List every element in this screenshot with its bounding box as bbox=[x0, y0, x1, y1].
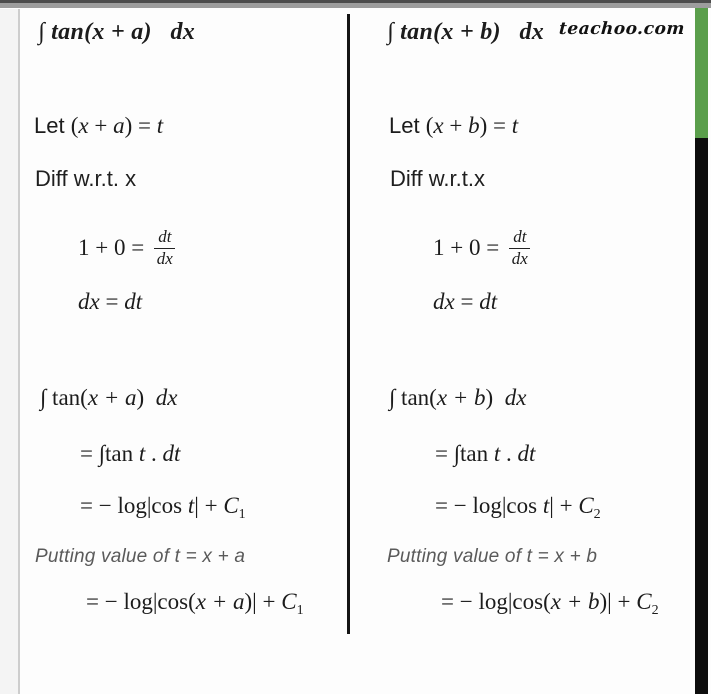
dx-dt-equation-right: dx = dt bbox=[433, 289, 498, 314]
dx-dt-equation-left: dx = dt bbox=[78, 289, 143, 314]
dt-dx-fraction-left bbox=[154, 228, 175, 268]
log-result-step-right: = − log|cos $t| + C_2$ bbox=[435, 493, 601, 522]
integral-heading-left: ∫ tan(x + a) dx bbox=[38, 19, 196, 45]
left-column bbox=[0, 0, 347, 694]
putting-value-note-left: Putting value of t = x + a bbox=[35, 546, 246, 567]
integral-restatement-right: ∫ tan(x + b) dx bbox=[389, 385, 527, 410]
dt-dx-fraction-right bbox=[509, 228, 530, 268]
substitution-line-right: Let (x + b) = t bbox=[389, 113, 519, 138]
integral-heading-right: ∫ tan(x + b) dx bbox=[387, 19, 545, 45]
column-divider-line bbox=[347, 14, 350, 634]
final-answer-right: = − $\log|\cos(x + b)| + C_2$ bbox=[441, 589, 659, 618]
putting-value-note-right: Putting value of t = x + b bbox=[387, 546, 598, 567]
tan-t-step-right: = ∫tan t . dt bbox=[435, 441, 536, 466]
teachoo-watermark: teachoo.com bbox=[558, 19, 686, 39]
derivative-equation-left bbox=[78, 220, 175, 276]
fraction-numerator: dt bbox=[154, 228, 175, 249]
diff-wrt-line-right: Diff w.r.t.x bbox=[390, 166, 485, 191]
diff-wrt-line-left: Diff w.r.t. x bbox=[35, 166, 137, 191]
derivative-lhs-right: 1 + 0 = bbox=[433, 235, 500, 261]
fraction-denominator: dx bbox=[511, 248, 528, 268]
right-column bbox=[355, 0, 695, 694]
green-accent-bar bbox=[695, 8, 708, 138]
black-edge-bar bbox=[695, 138, 708, 694]
tan-t-step-left: = ∫tan t . dt bbox=[80, 441, 181, 466]
derivative-equation-right bbox=[433, 220, 530, 276]
fraction-numerator: dt bbox=[509, 228, 530, 249]
integral-restatement-left: ∫ tan(x + a) dx bbox=[40, 385, 178, 410]
final-answer-left: = − $\log|\cos(x + a)| + C_1$ bbox=[86, 589, 304, 618]
substitution-line-left: Let (x + a) = t bbox=[34, 113, 164, 138]
log-result-step-left: = − log|cos $t| + C_1$ bbox=[80, 493, 246, 522]
derivative-lhs-left: 1 + 0 = bbox=[78, 235, 145, 261]
fraction-denominator: dx bbox=[156, 248, 173, 268]
